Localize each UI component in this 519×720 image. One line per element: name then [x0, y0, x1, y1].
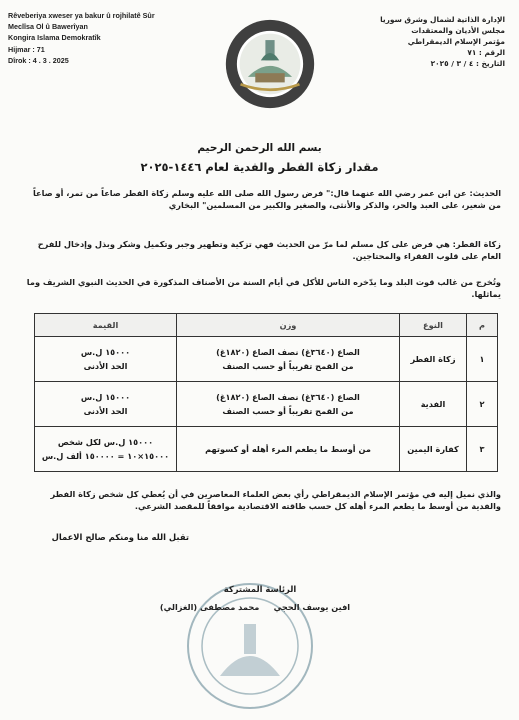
value-line-1: ١٥٠٠٠ ل.س لكل شخص: [57, 437, 154, 447]
row-weight: [177, 382, 400, 427]
header-arabic: [355, 14, 505, 69]
row-num: ٣: [467, 427, 498, 472]
row-num: ١: [467, 337, 498, 382]
value-line-2: الحد الأدنى: [83, 361, 128, 371]
row-value: [35, 427, 177, 472]
weight-line-1: من أوسط ما يطعم المرء أهله أو كسوتهم: [205, 444, 371, 454]
header-type: النوع: [400, 314, 467, 337]
row-value: [35, 337, 177, 382]
row-type: زكاة الفطر: [400, 337, 467, 382]
weight-line-1: الصاع (٣٦٤٠غ) نصف الصاع (١٨٢٠غ): [216, 392, 360, 402]
header-left-line1: Rêveberiya xweser ya bakur û rojhilatê Sûr: [8, 11, 155, 20]
header-weight: وزن: [177, 314, 400, 337]
payment-paragraph: وتُخرج من غالب قوت البلد وما يدّخره الناس للأكل في أيام السنة من الأصناف المذكورة في الحديث النبوي الشريف وما يماثلها.: [26, 277, 501, 300]
value-line-2: ١٥٠٠٠×١٠ = ١٥٠٠٠٠ ألف ل.س: [41, 451, 170, 461]
value-line-2: الحد الأدنى: [83, 406, 128, 416]
weight-line-2: من القمح تقريباً أو حسب الصنف: [222, 406, 354, 416]
header-right-line2: مجلس الأديان والمعتقدات: [411, 26, 505, 35]
hadith-paragraph: الحديث: عن ابن عمر رضي الله عنهما قال:" فرض رسول الله صلى الله عليه وسلم زكاة الفطر صاعاً من تمر، أو صاعاً من شعير، على العبد والحر، والذكر والأنثى، والصغير والكبير من المسلمين" البخاري: [32, 188, 501, 211]
signature-title: الرئاسة المشتركة: [223, 584, 297, 594]
table-row: [35, 382, 498, 427]
header-left-date: Dîrok : 4 . 3 . 2025: [8, 55, 69, 65]
table-row: [35, 427, 498, 472]
header-right-line3: مؤتمر الإسلام الديمقراطي: [407, 37, 505, 46]
header-right-number: الرقم : ٧١: [467, 48, 505, 57]
header-kurdish: [8, 10, 208, 66]
basmala: بسم الله الرحمن الرحيم: [197, 142, 322, 154]
row-weight: [177, 337, 400, 382]
value-line-1: ١٥٠٠٠ ل.س: [80, 347, 131, 357]
document-title: مقدار زكاة الفطر والفدية لعام ١٤٤٦-٢٠٢٥: [140, 160, 379, 174]
opinion-paragraph: والذي نميل إليه في مؤتمر الإسلام الديمقراطي رأي بعض العلماء المعاصرين في أن يُعطي كل شخص زكاة الفطر والفدية من أوسط ما يطعم المرء أهله كل حسب طاقته الاقتصادية موافقاً للمقصد الشرعي.: [50, 489, 501, 512]
header-right-date: التاريخ : ٤ / ٣ / ٢٠٢٥: [430, 59, 505, 68]
header-value: القيمة: [35, 314, 177, 337]
header-left-line2: Meclîsa Ol û Bawerîyan: [8, 22, 88, 32]
weight-line-1: الصاع (٣٦٤٠غ) نصف الصاع (١٨٢٠غ): [216, 347, 360, 357]
row-value: [35, 382, 177, 427]
closing-prayer: تقبل الله منا ومنكم صالح الاعمال: [51, 532, 189, 542]
definition-paragraph: زكاة الفطر: هي فرض على كل مسلم لما مرّ من الحديث فهي تزكية وتطهير وجبر وتكميل وشكر وبذل وإدخال للفرح العام على قلوب الفقراء والمحتاجين.: [37, 239, 501, 262]
zakat-table: [34, 313, 498, 472]
header-num: م: [467, 314, 498, 337]
header-left-number: Hijmar : 71: [8, 44, 45, 54]
signatory-left: محمد مصطفى (الغزالي): [159, 602, 260, 612]
row-type: كفارة اليمين: [400, 427, 467, 472]
header-left-line3: Kongira Islama Demokratîk: [8, 33, 101, 43]
value-line-1: ١٥٠٠٠ ل.س: [80, 392, 131, 402]
table-row: [35, 337, 498, 382]
weight-line-2: من القمح تقريباً أو حسب الصنف: [222, 361, 354, 371]
row-weight: [177, 427, 400, 472]
row-num: ٢: [467, 382, 498, 427]
row-type: الفدية: [400, 382, 467, 427]
signatory-right: افين يوسف الحجي: [273, 602, 351, 612]
table-header-row: [35, 314, 498, 337]
header-right-line1: الإدارة الذاتية لشمال وشرق سوريا: [380, 15, 505, 24]
organization-logo: [224, 18, 316, 110]
signature-names: [130, 602, 380, 612]
